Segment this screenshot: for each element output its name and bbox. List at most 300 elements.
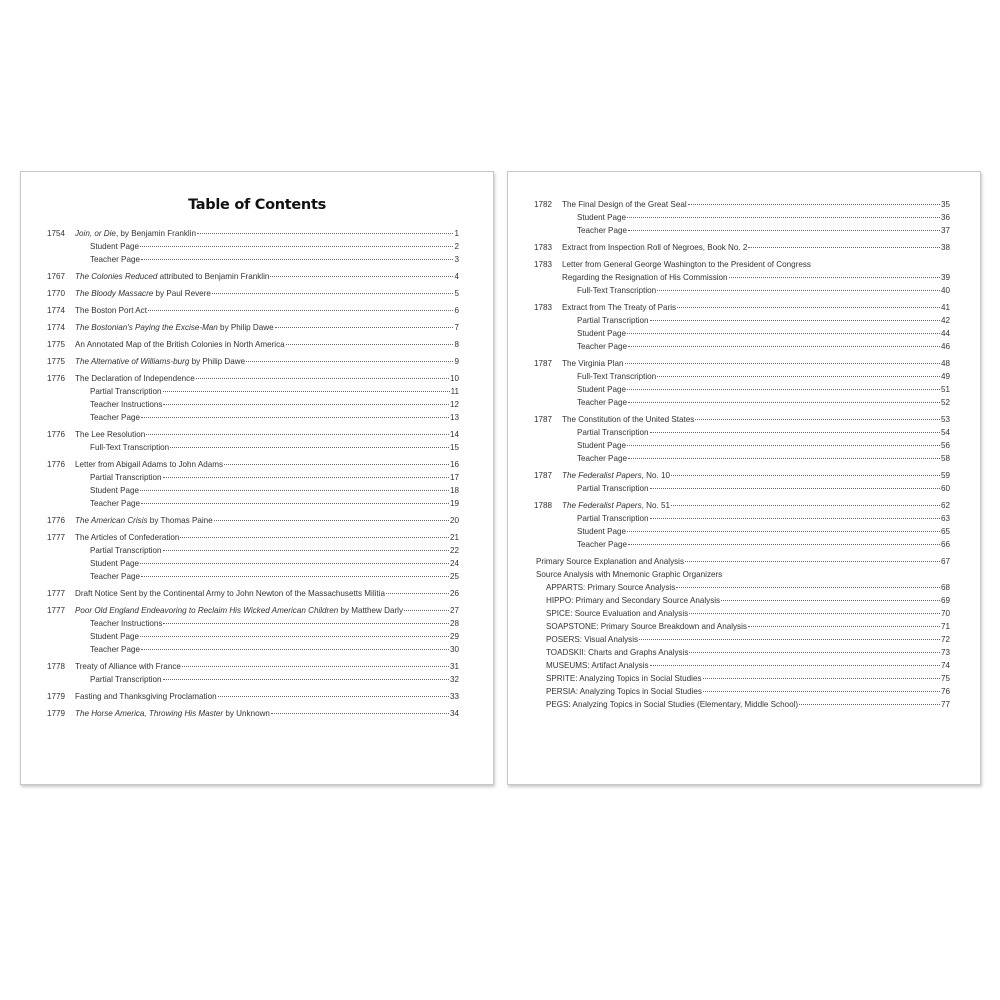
toc-row[interactable]	[21, 385, 493, 398]
title-text: Teacher Instructions	[90, 619, 163, 628]
page-number: 25	[449, 572, 459, 581]
dot-leader	[140, 636, 449, 637]
toc-row[interactable]	[21, 484, 493, 497]
toc-row[interactable]	[508, 646, 980, 659]
toc-row[interactable]	[21, 321, 493, 334]
title-text: Full-Text Transcription	[577, 286, 657, 295]
page-number: 66	[940, 540, 950, 549]
dot-leader	[270, 276, 453, 277]
dot-leader	[141, 417, 449, 418]
toc-row[interactable]	[508, 525, 980, 538]
title-text: Partial Transcription	[577, 514, 649, 523]
page-number: 27	[449, 606, 459, 615]
toc-entry	[21, 531, 493, 583]
toc-entry	[21, 270, 493, 283]
page-number: 14	[449, 430, 459, 439]
toc-row[interactable]	[21, 587, 493, 600]
title-text: Teacher Page	[90, 645, 140, 654]
dot-leader	[275, 327, 454, 328]
entry-year: 1777	[47, 606, 66, 615]
dot-leader	[689, 652, 940, 653]
dot-leader	[148, 310, 454, 311]
dot-leader	[163, 391, 450, 392]
entry-title	[75, 372, 195, 385]
toc-row[interactable]	[508, 357, 980, 370]
toc-row[interactable]	[508, 568, 980, 581]
dot-leader	[212, 293, 454, 294]
page-number: 4	[454, 272, 459, 281]
toc-row[interactable]	[21, 304, 493, 317]
title-text: Source Analysis with Mnemonic Graphic Organizers	[536, 570, 723, 579]
entry-title	[75, 287, 211, 300]
title-text: The Final Design of the Great Seal	[562, 200, 687, 209]
title-text: , No. 10	[641, 471, 670, 480]
entry-title	[75, 355, 245, 368]
entry-title	[562, 241, 747, 254]
entry-year: 1783	[534, 260, 553, 269]
title-text: Teacher Page	[577, 398, 627, 407]
entry-title	[562, 499, 670, 512]
page-number: 1	[454, 229, 459, 238]
entry-title	[577, 452, 627, 465]
page-number: 22	[449, 546, 459, 555]
entry-title	[577, 482, 649, 495]
entry-title	[90, 240, 139, 253]
dot-leader	[676, 587, 940, 588]
title-text: Partial Transcription	[90, 473, 162, 482]
entry-title	[90, 630, 139, 643]
entry-year: 1777	[47, 533, 66, 542]
dot-leader	[688, 204, 940, 205]
page-number: 70	[940, 609, 950, 618]
title-text: Full-Text Transcription	[90, 443, 170, 452]
toc-appendix	[508, 555, 980, 711]
toc-entry	[508, 357, 980, 409]
toc-row[interactable]	[508, 512, 980, 525]
dot-leader	[196, 378, 449, 379]
title-text: Teacher Page	[90, 572, 140, 581]
entry-title	[577, 512, 649, 525]
toc-entry	[508, 469, 980, 495]
toc-row[interactable]	[21, 411, 493, 424]
dot-leader	[163, 477, 449, 478]
entry-title	[546, 698, 798, 711]
toc-row[interactable]	[508, 327, 980, 340]
page-number: 42	[940, 316, 950, 325]
entry-title	[90, 441, 169, 454]
toc-row[interactable]	[508, 284, 980, 297]
dot-leader	[146, 434, 449, 435]
toc-entry	[21, 458, 493, 510]
title-text: The Constitution of the United States	[562, 415, 695, 424]
toc-row[interactable]	[508, 340, 980, 353]
entry-title	[90, 570, 140, 583]
toc-entry	[508, 413, 980, 465]
entry-title	[90, 385, 162, 398]
toc-row[interactable]	[21, 355, 493, 368]
page-number: 40	[940, 286, 950, 295]
dot-leader	[671, 505, 940, 506]
italic-title: The Federalist Papers	[562, 501, 642, 510]
title-text: by Philip Dawe	[189, 357, 246, 366]
entry-year: 1775	[47, 357, 66, 366]
page-number: 9	[454, 357, 459, 366]
title-text: SOAPSTONE: Primary Source Breakdown and Analysis	[546, 622, 747, 631]
title-text: by Thomas Paine	[147, 516, 213, 525]
page-number: 3	[454, 255, 459, 264]
entry-year: 1778	[47, 662, 66, 671]
dot-leader	[650, 488, 940, 489]
toc-row[interactable]	[508, 413, 980, 426]
page-number: 34	[449, 709, 459, 718]
title-text: , No. 51	[641, 501, 670, 510]
dot-leader	[650, 320, 940, 321]
entry-title	[75, 458, 223, 471]
entry-year: 1787	[534, 359, 553, 368]
entry-title	[577, 340, 627, 353]
title-text: POSERS: Visual Analysis	[546, 635, 639, 644]
title-text: Teacher Page	[90, 499, 140, 508]
title-text: Partial Transcription	[577, 484, 649, 493]
toc-row[interactable]	[508, 383, 980, 396]
title-text: Fasting and Thanksgiving Proclamation	[75, 692, 217, 701]
entry-title	[90, 398, 162, 411]
page-number: 12	[449, 400, 459, 409]
entry-title	[577, 383, 626, 396]
toc-row[interactable]	[508, 211, 980, 224]
dot-leader	[246, 361, 453, 362]
toc-entry	[21, 690, 493, 703]
dot-leader	[627, 531, 940, 532]
toc-row[interactable]	[21, 372, 493, 385]
dot-leader	[650, 665, 940, 666]
entry-title	[546, 685, 702, 698]
entry-year: 1783	[534, 303, 553, 312]
toc-row[interactable]	[508, 555, 980, 568]
toc-row[interactable]	[21, 690, 493, 703]
title-text: The Boston Port Act	[75, 306, 147, 315]
toc-row[interactable]	[508, 698, 980, 711]
toc-row[interactable]	[508, 685, 980, 698]
entry-title	[75, 227, 196, 240]
toc-row[interactable]	[508, 594, 980, 607]
entry-title	[577, 327, 626, 340]
entry-title	[90, 471, 162, 484]
page-number: 7	[454, 323, 459, 332]
entry-title	[90, 411, 140, 424]
entry-title	[75, 707, 270, 720]
dot-leader	[197, 233, 453, 234]
title-text: by Matthew Darly	[338, 606, 404, 615]
toc-row[interactable]	[508, 607, 980, 620]
toc-row[interactable]	[21, 673, 493, 686]
toc-row[interactable]	[508, 672, 980, 685]
entry-year: 1779	[47, 709, 66, 718]
page-number: 59	[940, 471, 950, 480]
entry-year: 1774	[47, 306, 66, 315]
title-text: Treaty of Alliance with France	[75, 662, 181, 671]
dot-leader	[182, 666, 449, 667]
dot-leader	[163, 679, 449, 680]
title-text: Regarding the Resignation of His Commission	[562, 273, 728, 282]
dot-leader	[628, 346, 940, 347]
entry-title	[577, 396, 627, 409]
dot-leader	[170, 447, 449, 448]
toc-row[interactable]	[508, 370, 980, 383]
toc-row[interactable]	[508, 633, 980, 646]
entry-title	[577, 538, 627, 551]
toc-entry	[21, 321, 493, 334]
page-number: 37	[940, 226, 950, 235]
toc-row[interactable]	[21, 514, 493, 527]
toc-row[interactable]	[508, 452, 980, 465]
entry-title	[75, 270, 269, 283]
entry-title	[90, 497, 140, 510]
toc-row[interactable]	[21, 253, 493, 266]
toc-entry	[21, 372, 493, 424]
toc-row[interactable]	[508, 224, 980, 237]
toc-row[interactable]	[508, 396, 980, 409]
entry-title	[562, 301, 676, 314]
title-text: by Philip Dawe	[217, 323, 274, 332]
title-text: Letter from General George Washington to the President of Congress	[562, 260, 811, 269]
toc-row[interactable]	[508, 659, 980, 672]
entry-title	[577, 439, 626, 452]
page-number: 60	[940, 484, 950, 493]
title-text: Partial Transcription	[577, 316, 649, 325]
toc-row[interactable]	[21, 531, 493, 544]
entry-title	[546, 581, 675, 594]
page-number: 10	[449, 374, 459, 383]
dot-leader	[721, 600, 940, 601]
toc-row[interactable]	[21, 604, 493, 617]
title-text: SPICE: Source Evaluation and Analysis	[546, 609, 689, 618]
page-number: 51	[940, 385, 950, 394]
toc-row[interactable]	[21, 471, 493, 484]
italic-title: Join, or Die	[75, 229, 116, 238]
entry-title	[546, 646, 688, 659]
title-text: , by Benjamin Franklin	[115, 229, 197, 238]
dot-leader	[140, 490, 449, 491]
italic-title: The Bostonian's Paying the Excise-Man	[75, 323, 218, 332]
toc-entry	[508, 301, 980, 353]
dot-leader	[628, 544, 940, 545]
dot-leader	[141, 503, 449, 504]
entry-title	[546, 594, 720, 607]
page-number: 75	[940, 674, 950, 683]
page-number: 30	[449, 645, 459, 654]
entry-title	[546, 620, 747, 633]
title-text: The Virginia Plan	[562, 359, 624, 368]
page-number: 44	[940, 329, 950, 338]
entry-title	[577, 525, 626, 538]
toc-row[interactable]	[21, 338, 493, 351]
italic-title: The Colonies Reduced	[75, 272, 158, 281]
toc-entry	[508, 258, 980, 297]
toc-row[interactable]	[508, 538, 980, 551]
dot-leader	[748, 247, 940, 248]
toc-row[interactable]	[21, 544, 493, 557]
dot-leader	[141, 649, 449, 650]
title-text: by Unknown	[223, 709, 270, 718]
entry-title	[90, 544, 162, 557]
dot-leader	[286, 344, 454, 345]
entry-title	[562, 258, 811, 271]
page-number: 56	[940, 441, 950, 450]
toc-row[interactable]	[21, 270, 493, 283]
dot-leader	[627, 389, 940, 390]
entry-title	[75, 304, 147, 317]
page-number: 63	[940, 514, 950, 523]
dot-leader	[677, 307, 940, 308]
toc-row[interactable]	[508, 426, 980, 439]
toc-row[interactable]	[508, 271, 980, 284]
toc-row[interactable]	[21, 398, 493, 411]
title-text: Draft Notice Sent by the Continental Army to John Newton of the Massachusetts Militia	[75, 589, 385, 598]
page-number: 11	[450, 387, 459, 396]
page-number: 48	[940, 359, 950, 368]
dot-leader	[141, 576, 449, 577]
toc-row[interactable]	[21, 643, 493, 656]
entry-title	[546, 659, 649, 672]
entry-year: 1782	[534, 200, 553, 209]
entry-title	[562, 357, 624, 370]
title-text: Student Page	[90, 242, 140, 251]
dot-leader	[628, 230, 940, 231]
dot-leader	[657, 290, 940, 291]
toc-entry	[21, 428, 493, 454]
italic-title: The Federalist Papers	[562, 471, 642, 480]
title-text: Primary Source Explanation and Analysis	[536, 557, 685, 566]
entry-title	[546, 607, 688, 620]
toc-entry	[21, 304, 493, 317]
toc-row[interactable]	[21, 428, 493, 441]
title-text: Student Page	[577, 527, 627, 536]
entry-title	[577, 314, 649, 327]
page-number: 58	[940, 454, 950, 463]
page-number: 8	[454, 340, 459, 349]
toc-row[interactable]	[508, 439, 980, 452]
toc-entry	[508, 499, 980, 551]
dot-leader	[628, 402, 940, 403]
italic-title: The Alternative of Williams-burg	[75, 357, 190, 366]
toc-row[interactable]	[21, 660, 493, 673]
entry-title	[75, 428, 145, 441]
toc-list	[21, 227, 493, 724]
dot-leader	[703, 678, 940, 679]
toc-entry	[508, 241, 980, 254]
page-number: 19	[449, 499, 459, 508]
entry-title	[90, 253, 140, 266]
dot-leader	[650, 518, 940, 519]
toc-row[interactable]	[21, 630, 493, 643]
toc-row[interactable]	[21, 707, 493, 720]
toc-row[interactable]	[21, 497, 493, 510]
page-number: 28	[449, 619, 459, 628]
page-number: 36	[940, 213, 950, 222]
page-number: 17	[449, 473, 459, 482]
title-text: Teacher Page	[90, 413, 140, 422]
title-text: by Paul Revere	[153, 289, 211, 298]
page-number: 21	[449, 533, 459, 542]
page-number: 24	[449, 559, 459, 568]
page-number: 20	[449, 516, 459, 525]
page-number: 35	[940, 200, 950, 209]
dot-leader	[218, 696, 449, 697]
toc-row[interactable]	[508, 482, 980, 495]
toc-row[interactable]	[508, 198, 980, 211]
page-number: 49	[940, 372, 950, 381]
title-text: Student Page	[90, 486, 140, 495]
title-text: Student Page	[577, 213, 627, 222]
toc-page-right	[507, 171, 981, 785]
toc-row[interactable]	[21, 441, 493, 454]
entry-year: 1787	[534, 471, 553, 480]
page-title: Table of Contents	[188, 197, 326, 213]
title-text: Student Page	[90, 559, 140, 568]
title-text: APPARTS: Primary Source Analysis	[546, 583, 676, 592]
toc-row[interactable]	[508, 241, 980, 254]
toc-row[interactable]	[21, 570, 493, 583]
dot-leader	[671, 475, 940, 476]
toc-row[interactable]	[508, 499, 980, 512]
dot-leader	[163, 550, 449, 551]
dot-leader	[639, 639, 940, 640]
dot-leader	[657, 376, 940, 377]
page-number: 76	[940, 687, 950, 696]
toc-row[interactable]	[508, 469, 980, 482]
entry-year: 1774	[47, 323, 66, 332]
dot-leader	[695, 419, 940, 420]
entry-title	[546, 633, 638, 646]
title-text: The Lee Resolution	[75, 430, 146, 439]
dot-leader	[625, 363, 940, 364]
toc-row[interactable]	[508, 581, 980, 594]
toc-row[interactable]	[508, 258, 980, 271]
toc-row[interactable]	[508, 620, 980, 633]
entry-title	[562, 271, 728, 284]
entry-year: 1776	[47, 460, 66, 469]
title-text: Teacher Page	[90, 255, 140, 264]
toc-row[interactable]	[21, 617, 493, 630]
toc-entry	[21, 660, 493, 686]
toc-entry	[21, 227, 493, 266]
dot-leader	[627, 445, 940, 446]
toc-row[interactable]	[508, 314, 980, 327]
page-number: 26	[449, 589, 459, 598]
entry-title	[90, 617, 162, 630]
toc-row[interactable]	[21, 240, 493, 253]
title-text: Extract from Inspection Roll of Negroes, Book No. 2	[562, 243, 748, 252]
page-number: 69	[940, 596, 950, 605]
toc-row[interactable]	[21, 557, 493, 570]
title-text: Partial Transcription	[90, 387, 162, 396]
entry-title	[75, 338, 285, 351]
toc-row[interactable]	[508, 301, 980, 314]
page-number: 33	[449, 692, 459, 701]
page-number: 15	[449, 443, 459, 452]
toc-row[interactable]	[21, 287, 493, 300]
toc-row[interactable]	[21, 458, 493, 471]
entry-title	[75, 514, 213, 527]
title-text: Letter from Abigail Adams to John Adams	[75, 460, 224, 469]
dot-leader	[627, 333, 940, 334]
entry-title	[562, 198, 687, 211]
entry-title	[75, 690, 217, 703]
page-number: 6	[454, 306, 459, 315]
dot-leader	[214, 520, 449, 521]
toc-row[interactable]	[21, 227, 493, 240]
